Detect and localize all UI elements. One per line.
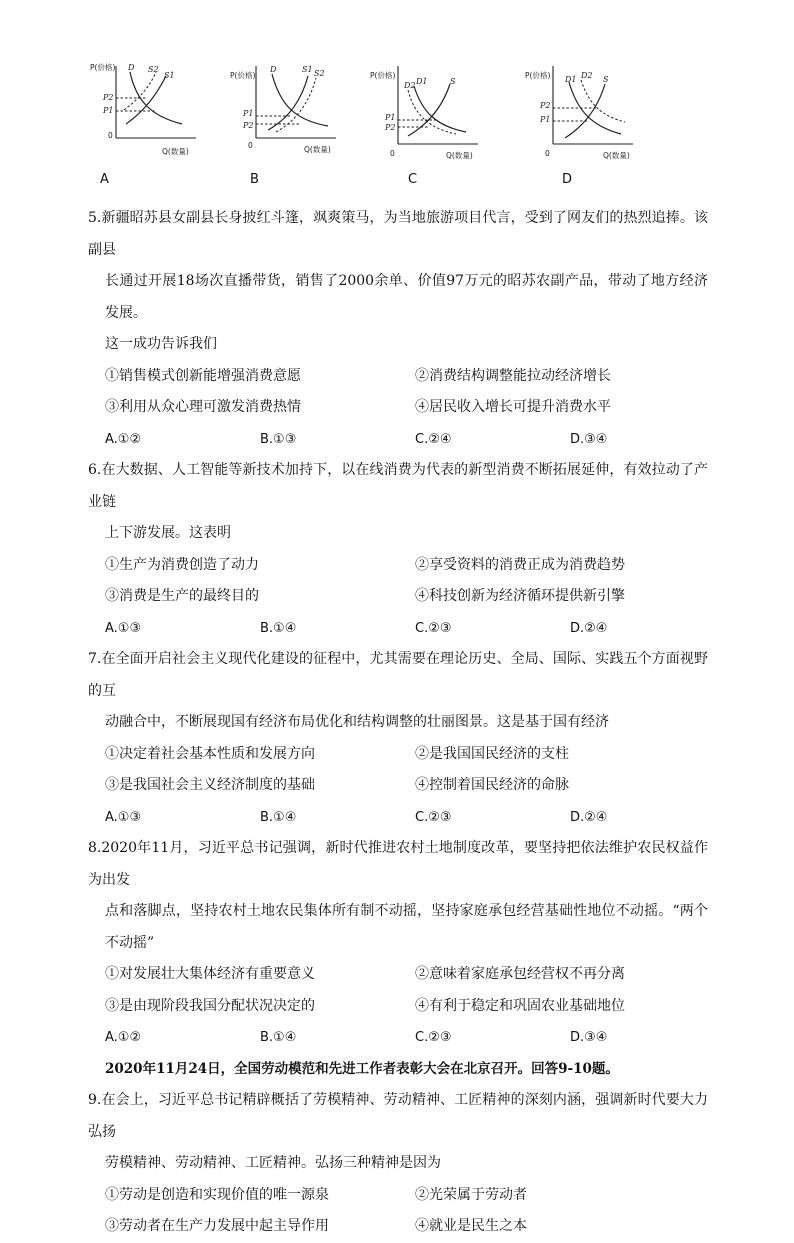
question-7	[88, 644, 708, 833]
answer-choice: D.③④	[570, 431, 608, 447]
price-label: P2	[103, 93, 114, 102]
statement-option: ①决定着社会基本性质和发展方向	[105, 745, 315, 762]
stem-line: 点和落脚点，坚持农村土地农民集体所有制不动摇，坚持家庭承包经营基础性地位不动摇。“两个不动摇”	[105, 903, 708, 951]
statement-option: ④有利于稳定和巩固农业基础地位	[415, 997, 625, 1014]
demand-curve	[272, 74, 328, 126]
price-label: P1	[243, 109, 254, 118]
answer-choices	[88, 424, 708, 456]
stem-line: 6.在大数据、人工智能等新技术加持下，以在线消费为代表的新型消费不断拓展延伸，有效拉动了产业链	[88, 462, 708, 510]
supply-curve-2	[276, 78, 316, 132]
statement-option: ③是由现阶段我国分配状况决定的	[105, 997, 315, 1014]
chart-b	[228, 58, 353, 168]
answer-choice: A.①②	[105, 1030, 142, 1045]
statement-options	[88, 361, 708, 424]
x-axis-label: Q(数量)	[304, 145, 331, 154]
statement-option: ③利用从众心理可激发消费热情	[105, 399, 301, 415]
curve-label: D2	[581, 71, 593, 80]
answer-choice: C.②③	[415, 1030, 452, 1045]
supply-curve-2	[124, 72, 156, 110]
answer-choice: A.①③	[105, 809, 142, 825]
question-9	[88, 1085, 708, 1243]
statement-option: ②意味着家庭承包经营权不再分离	[415, 966, 625, 982]
statement-option: ④就业是民生之本	[415, 1218, 527, 1234]
statement-option: ②消费结构调整能拉动经济增长	[415, 367, 611, 384]
price-label: P1	[540, 115, 551, 124]
answer-choices	[88, 1022, 708, 1054]
y-axis-label: P(价格)	[525, 71, 551, 80]
answer-choice: B.①④	[260, 1030, 297, 1045]
question-8	[88, 833, 708, 1054]
curve-label: S1	[164, 71, 175, 80]
statement-option: ②是我国国民经济的支柱	[415, 745, 569, 762]
y-axis-label: P(价格)	[230, 71, 256, 80]
answer-choice: B.①④	[260, 809, 297, 825]
supply-curve-1	[268, 76, 308, 130]
curve-label: D2	[404, 81, 416, 90]
origin-label: 0	[108, 131, 113, 140]
stem-line: 劳模精神、劳动精神、工匠精神。弘扬三种精神是因为	[105, 1155, 441, 1171]
chart-d-graph	[525, 58, 650, 168]
y-axis-label: P(价格)	[90, 63, 116, 72]
stem-line: 5.新疆昭苏县女副县长身披红斗篷，飒爽策马，为当地旅游项目代言，受到了网友们的热烈追捧。该副县	[88, 210, 708, 258]
answer-choice: D.②④	[570, 620, 608, 636]
curve-label: S1	[302, 65, 313, 74]
answer-choice: A.①②	[105, 431, 142, 447]
stem-line: 这一成功告诉我们	[105, 336, 217, 352]
supply-curve	[565, 84, 605, 138]
x-axis-label: Q(数量)	[446, 151, 473, 160]
stem-line: 7.在全面开启社会主义现代化建设的征程中，尤其需要在理论历史、全局、国际、实践五个方面视野的互	[88, 651, 708, 699]
origin-label: 0	[248, 141, 253, 150]
statement-option: ②光荣属于劳动者	[415, 1186, 527, 1203]
statement-option: ④科技创新为经济循环提供新引擎	[415, 588, 625, 604]
answer-choice: C.②④	[415, 431, 452, 447]
question-6	[88, 455, 708, 644]
stem-line: 长通过开展18场次直播带货，销售了2000余单、价值97万元的昭苏农副产品，带动了地方经济发展。	[105, 273, 708, 321]
statement-option: ①对发展壮大集体经济有重要意义	[105, 966, 315, 982]
statement-option: ①劳动是创造和实现价值的唯一源泉	[105, 1186, 329, 1203]
statement-option: ②享受资料的消费正成为消费趋势	[415, 556, 625, 573]
price-label: P2	[243, 121, 254, 130]
chart-d-letter: D	[562, 172, 573, 187]
statement-options	[88, 550, 708, 613]
answer-choice: A.①③	[105, 620, 142, 636]
price-label: P1	[103, 106, 114, 115]
statement-option: ④居民收入增长可提升消费水平	[415, 399, 611, 415]
question-stem	[88, 644, 708, 739]
x-axis-label: Q(数量)	[603, 151, 630, 160]
chart-a	[88, 58, 213, 168]
chart-c-letter: C	[408, 172, 418, 187]
chart-c	[370, 58, 495, 168]
statement-option: ①销售模式创新能增强消费意愿	[105, 367, 301, 384]
chart-b-graph	[228, 58, 353, 168]
curve-label: S2	[314, 69, 325, 78]
x-axis-label: Q(数量)	[162, 147, 189, 156]
answer-choices	[88, 613, 708, 645]
question-stem	[88, 203, 708, 361]
chart-c-graph	[370, 58, 495, 168]
supply-curve-1	[126, 76, 166, 124]
statement-option: ①生产为消费创造了动力	[105, 556, 259, 573]
answer-choice: D.③④	[570, 1030, 608, 1045]
supply-curve	[408, 84, 450, 136]
stem-line: 8.2020年11月，习近平总书记强调，新时代推进农村土地制度改革，要坚持把依法维护农民权益作为出发	[88, 840, 708, 888]
question-5	[88, 203, 708, 455]
demand-supply-charts	[0, 0, 794, 200]
group-instruction: 2020年11月24日，全国劳动模范和先进工作者表彰大会在北京召开。回答9-10题。	[105, 1060, 619, 1077]
statement-options	[88, 1180, 708, 1243]
curve-label: D1	[416, 77, 428, 86]
y-axis-label: P(价格)	[370, 71, 396, 80]
stem-line: 9.在会上，习近平总书记精辟概括了劳模精神、劳动精神、工匠精神的深刻内涵，强调新时代要大力弘扬	[88, 1092, 708, 1140]
curve-label: D	[270, 65, 277, 74]
question-list	[88, 203, 708, 1243]
price-label: P1	[385, 113, 396, 122]
statement-option: ③劳动者在生产力发展中起主导作用	[105, 1218, 329, 1234]
question-stem	[88, 455, 708, 550]
origin-label: 0	[545, 149, 550, 158]
question-stem	[88, 1085, 708, 1180]
curve-label: S2	[148, 65, 159, 74]
statement-options	[88, 739, 708, 802]
chart-d	[525, 58, 650, 168]
chart-a-letter: A	[100, 172, 109, 187]
stem-line: 上下游发展。这表明	[105, 525, 231, 541]
statement-option: ③消费是生产的最终目的	[105, 588, 259, 604]
stem-line: 动融合中，不断展现国有经济布局优化和结构调整的壮丽图景。这是基于国有经济	[105, 714, 609, 730]
answer-choice: C.②③	[415, 620, 452, 636]
chart-b-letter: B	[250, 172, 259, 187]
price-label: P2	[540, 101, 551, 110]
origin-label: 0	[390, 149, 395, 158]
chart-a-graph	[88, 58, 213, 168]
demand-curve-1	[414, 86, 466, 132]
question-stem	[88, 833, 708, 959]
statement-option: ③是我国社会主义经济制度的基础	[105, 777, 315, 793]
price-label: P2	[385, 123, 396, 132]
curve-label: S	[450, 77, 456, 86]
curve-label: D	[128, 63, 135, 72]
curve-label: D1	[565, 75, 577, 84]
answer-choice: C.②③	[415, 809, 452, 825]
curve-label: S	[603, 75, 609, 84]
answer-choice: B.①④	[260, 620, 297, 636]
statement-option: ④控制着国民经济的命脉	[415, 777, 569, 793]
answer-choices	[88, 802, 708, 834]
answer-choice: B.①③	[260, 431, 297, 447]
statement-options	[88, 959, 708, 1022]
answer-choice: D.②④	[570, 809, 608, 825]
